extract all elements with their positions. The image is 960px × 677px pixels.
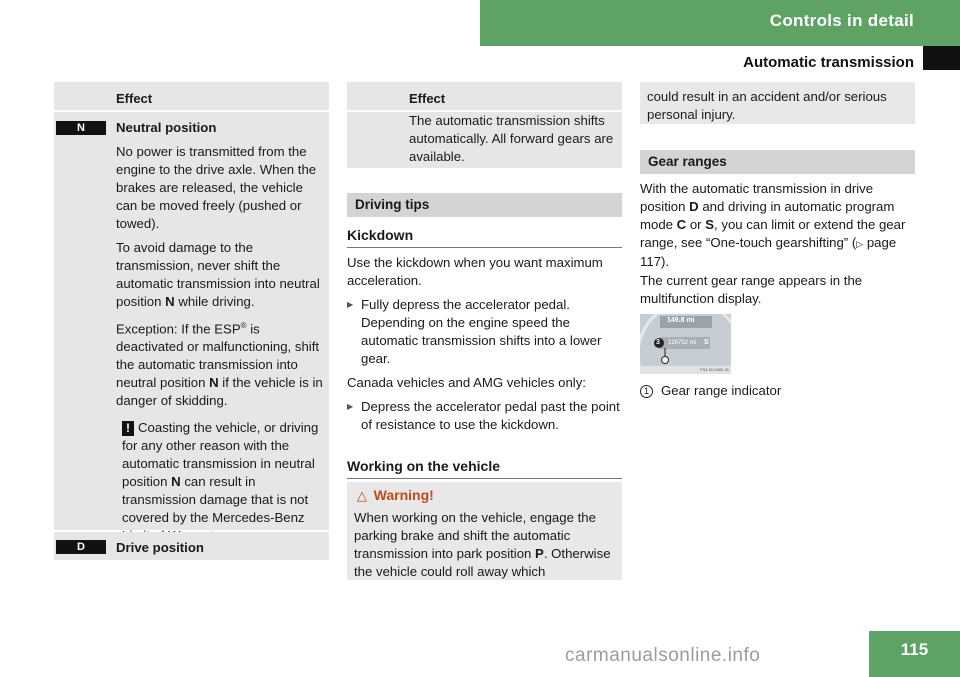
kickdown-intro: Use the kickdown when you want maximum acceleration. — [347, 255, 603, 288]
neutral-warning: ! Coasting the vehicle, or driving for any other reason with the automatic transmission in neutral position N can result in transmission damage that is not covered by the Mercedes-Benz — [122, 420, 319, 526]
header-marker — [923, 46, 960, 70]
table-header-row — [54, 82, 329, 110]
gear-n-icon: N — [56, 121, 106, 135]
warning-panel — [347, 482, 622, 580]
section-tab — [480, 0, 960, 46]
gear-ranges-heading: Gear ranges — [640, 150, 915, 174]
neutral-caution: To avoid damage to the transmission, never shift the automatic transmission into neutral position N while driving. — [116, 240, 320, 309]
warning-continued: could result in an accident and/or serious personal injury. — [640, 82, 915, 124]
watermark: carmanualsonline.info — [565, 645, 761, 666]
gear-ranges-text: With the automatic transmission in drive position D and driving in automatic program mode C or S, you can limit or extend the gear range, see “One-touch gearshifting” (▷ page 117). — [640, 181, 906, 269]
image-caption: 1 Gear range indicator — [640, 382, 915, 400]
table-header-effect: Effect — [116, 91, 153, 106]
warning-title: Warning! — [373, 487, 434, 503]
page-ref-arrow-icon: ▷ — [856, 239, 864, 249]
display-odometer: 126752 mi — [668, 340, 697, 346]
current-gear-text: The current gear range appears in the multifunction display. — [640, 273, 863, 306]
display-gear: 3 — [656, 339, 660, 346]
warning-triangle-icon: △ — [356, 488, 368, 503]
row-title-neutral: Neutral position — [116, 120, 217, 135]
warning-text: When working on the vehicle, engage the parking brake and shift the automatic transmission into park position P. Otherwise the vehicle could roll away which — [354, 510, 611, 579]
neutral-desc: No power is transmitted from the engine to the drive axle. When the brakes are released, the vehicle can be moved freely (pushed or towed). — [116, 144, 317, 231]
table-header-effect: Effect — [409, 91, 446, 106]
canada-note: Canada vehicles and AMG vehicles only: — [347, 375, 586, 390]
effect-table-2 — [347, 82, 622, 168]
subsection-title: Automatic transmission — [743, 54, 914, 71]
kickdown-step-1: ▶ Fully depress the accelerator pedal. Depending on the engine speed the automatic transmission shifts into a lower gear. — [347, 296, 622, 368]
gear-d-icon: D — [56, 540, 106, 554]
section-title: Controls in detail — [769, 11, 914, 30]
row-title-drive: Drive position — [116, 540, 204, 555]
drive-desc: The automatic transmission shifts automatically. All forward gears are available. — [409, 113, 614, 164]
table-row-neutral — [54, 112, 329, 530]
display-speed: 149.8 mi — [667, 317, 695, 324]
table-row-drive-cont — [347, 112, 622, 168]
table-header-row — [347, 82, 622, 110]
driving-tips-heading: Driving tips — [347, 193, 622, 217]
display-code: P54.30-0480-31 — [700, 367, 729, 372]
page-number: 115 — [869, 631, 960, 677]
exclamation-icon: ! — [122, 421, 134, 436]
kickdown-step-2: ▶ Depress the accelerator pedal past the point of resistance to use the kickdown. — [347, 398, 622, 434]
display-mode: S — [704, 339, 709, 346]
multifunction-display-image — [640, 314, 731, 374]
kickdown-heading: Kickdown — [347, 226, 622, 248]
callout-1-icon: 1 — [640, 385, 653, 398]
effect-table-1 — [54, 82, 329, 560]
table-row-drive — [54, 532, 329, 560]
working-heading: Working on the vehicle — [347, 457, 622, 479]
neutral-exception: Exception: If the ESP® is deactivated or malfunctioning, shift the automatic transmission into neutral position N if the vehicle is in danger of skidding. — [116, 321, 323, 409]
